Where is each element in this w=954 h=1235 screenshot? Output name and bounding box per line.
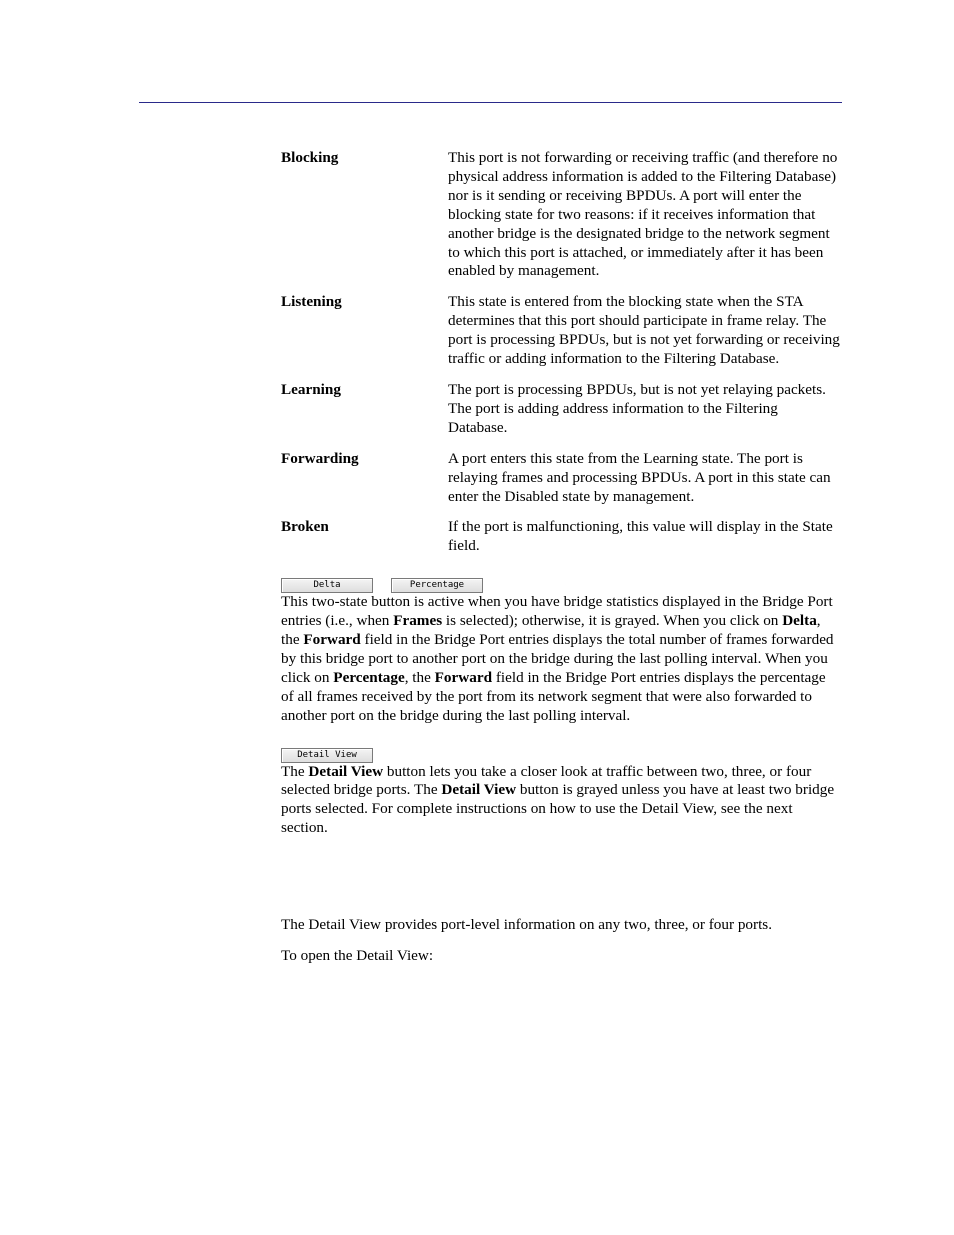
text-run: is selected); otherwise, it is grayed. When you click on	[442, 612, 783, 630]
state-term: Listening	[281, 293, 342, 311]
delta-percentage-buttons	[281, 578, 841, 593]
detail-view-button[interactable]: Detail View	[281, 748, 373, 763]
bold-term: Percentage	[333, 668, 405, 686]
section-intro: The Detail View provides port-level information on any two, three, or four ports.	[281, 916, 773, 934]
state-description: The port is processing BPDUs, but is not yet relaying packets. The port is adding address information to the Filtering Database.	[448, 380, 826, 436]
state-term: Forwarding	[281, 449, 359, 467]
text-run: This two-state button is active when you have bridge statistics displayed in the Bridge Port entries (i.e., when	[281, 593, 833, 630]
state-term: Broken	[281, 518, 329, 536]
delta-button[interactable]: Delta	[281, 578, 373, 593]
bold-term: Forward	[303, 631, 361, 649]
text-run: , the	[281, 612, 821, 649]
state-entry-learning	[281, 381, 841, 438]
state-entry-listening	[281, 293, 841, 369]
text-run: , the	[404, 668, 435, 686]
text-run: button lets you take a closer look at traffic between two, three, or four selected bridge ports. The	[281, 762, 812, 799]
bold-term: Delta	[782, 612, 817, 630]
bold-term: Detail View	[441, 781, 517, 799]
header-rule	[139, 102, 842, 103]
state-entry-blocking	[281, 149, 841, 281]
percentage-button[interactable]: Percentage	[391, 578, 483, 593]
text-run: button is grayed unless you have at least two bridge ports selected. For complete instructions on how to use the Detail View, see the next section.	[281, 781, 835, 837]
page-content	[281, 149, 841, 966]
open-instruction: To open the Detail View:	[281, 947, 434, 965]
delta-description	[281, 593, 841, 725]
bold-term: Detail View	[308, 762, 384, 780]
state-description: If the port is malfunctioning, this value will display in the State field.	[448, 518, 833, 555]
text-run: field in the Bridge Port entries displays the total number of frames forwarded by this bridge port to another port on the bridge during the last polling interval. When you click on	[281, 631, 834, 686]
state-description: This state is entered from the blocking state when the STA determines that this port should participate in frame relay. The port is processing BPDUs, but is not yet forwarding or receiving traffic or adding information to the Filtering Database.	[448, 293, 840, 368]
text-run: The	[281, 762, 309, 780]
bold-term: Frames	[393, 612, 443, 630]
detail-view-button-row	[281, 748, 841, 763]
state-term: Blocking	[281, 149, 339, 166]
state-entry-forwarding	[281, 450, 841, 507]
state-description: A port enters this state from the Learning state. The port is relaying frames and processing BPDUs. A port in this state can enter the Disabled state by management.	[448, 449, 831, 505]
state-term: Learning	[281, 380, 341, 398]
detail-view-description	[281, 763, 841, 839]
text-run: field in the Bridge Port entries displays the percentage of all frames received by the port from its network segment that were also forwarded to another port on the bridge during the last polling interval.	[281, 668, 826, 724]
state-entry-broken	[281, 518, 841, 556]
state-description: This port is not forwarding or receiving traffic (and therefore no physical address information is added to the Filtering Database) nor is it sending or receiving BPDUs. A port will enter the blocking state for two reasons: if it receives information that another bridge is the designated bridge to the network segment to which this port is attached, or immediately after it has been enabled by management.	[448, 149, 838, 280]
bold-term: Forward	[434, 668, 493, 686]
